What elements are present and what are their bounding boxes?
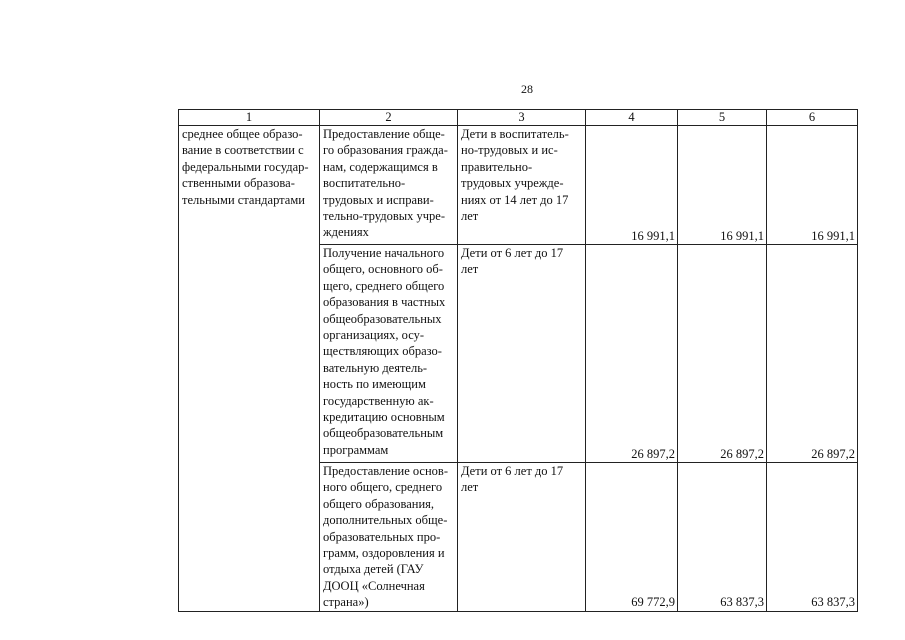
recipients-cell: Дети от 6 лет до 17 лет (458, 245, 586, 463)
value-col6-cell: 63 837,3 (767, 463, 858, 612)
page-number: 28 (521, 82, 533, 96)
table-row (179, 126, 858, 245)
column-header-2: 2 (320, 110, 458, 126)
service-cell: Получение начального общего, основного об- щего, среднего общего образования в частных общеобразовательных организациях, осу- ществляющих образо- вательную деятель- ность по имеющим государственную ак- кредитацию основным общеобразовательным программам (320, 245, 458, 463)
column-header-5: 5 (678, 110, 767, 126)
value-col4-cell: 16 991,1 (586, 126, 678, 245)
value-col6-cell: 16 991,1 (767, 126, 858, 245)
value-col5-cell: 63 837,3 (678, 463, 767, 612)
value-col5-cell: 26 897,2 (678, 245, 767, 463)
value-col6-cell: 26 897,2 (767, 245, 858, 463)
value-col4-cell: 69 772,9 (586, 463, 678, 612)
header-row (179, 110, 858, 126)
education-level-cell: среднее общее образо- вание в соответствии с федеральными государ- ственными образова- тельными стандартами (179, 126, 320, 612)
service-cell: Предоставление основ- ного общего, среднего общего образования, дополнительных обще- образовательных про- грамм, оздоровления и отдыха детей (ГАУ ДООЦ «Солнечная страна») (320, 463, 458, 612)
data-table (178, 109, 858, 612)
column-header-4: 4 (586, 110, 678, 126)
column-header-1: 1 (179, 110, 320, 126)
service-cell: Предоставление обще- го образования гражда- нам, содержащимся в воспитательно- трудовых и исправи- тельно-трудовых учре- ждениях (320, 126, 458, 245)
value-col5-cell: 16 991,1 (678, 126, 767, 245)
column-header-3: 3 (458, 110, 586, 126)
value-col4-cell: 26 897,2 (586, 245, 678, 463)
column-header-6: 6 (767, 110, 858, 126)
recipients-cell: Дети в воспитатель- но-трудовых и ис- правительно- трудовых учрежде- ниях от 14 лет до 17 лет (458, 126, 586, 245)
recipients-cell: Дети от 6 лет до 17 лет (458, 463, 586, 612)
